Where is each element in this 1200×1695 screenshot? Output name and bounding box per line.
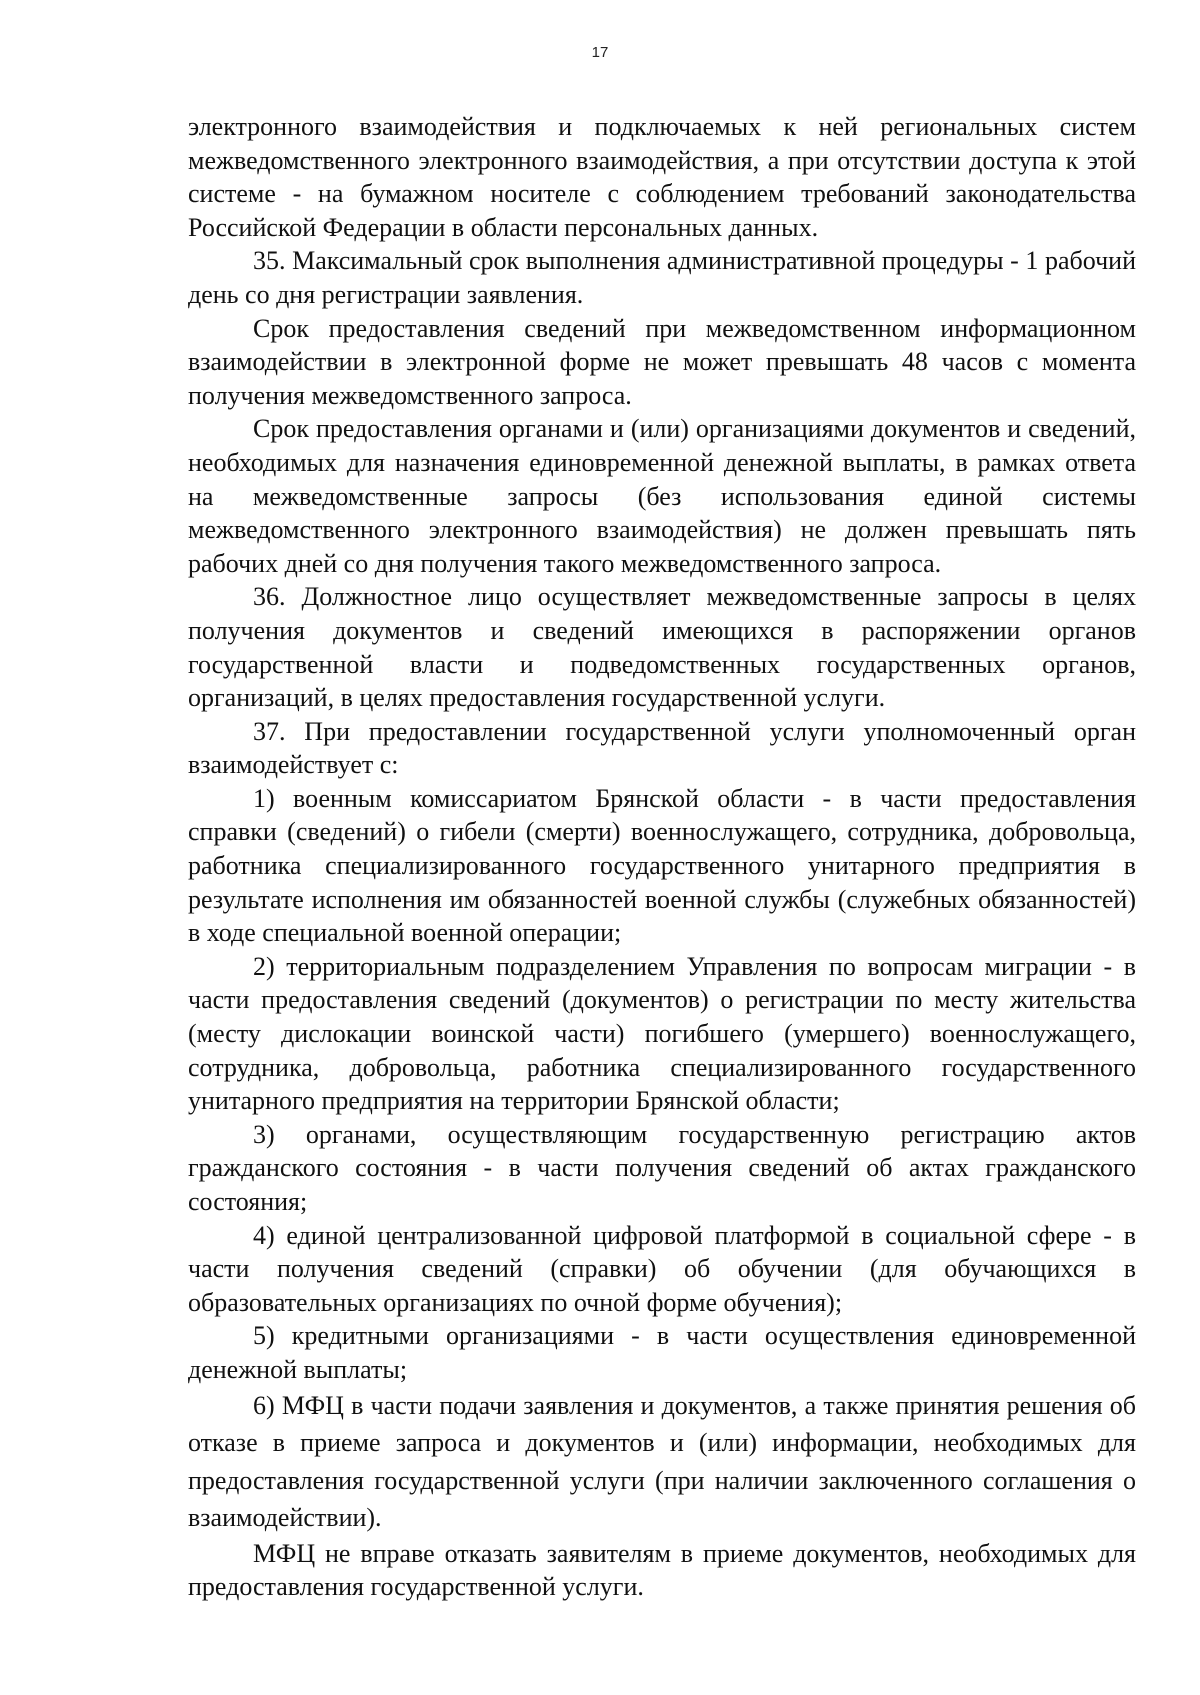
paragraph-36: 36. Должностное лицо осуществляет межведомственные запросы в целях получения документов и сведений имеющихся в распоряжении органов государственной власти и подведомственных государственных органов, организаций, в целях предоставления государственной услуги. <box>188 582 1136 713</box>
list-item-4: 4) единой централизованной цифровой платформой в социальной сфере - в части получения сведений (справки) об обучении (для обучающихся в образовательных организациях по очной форме обучения); <box>188 1220 1136 1317</box>
page-number: 17 <box>591 44 609 61</box>
paragraph-mfc-refusal: МФЦ не вправе отказать заявителям в приеме документов, необходимых для предоставления государственной услуги. <box>188 1538 1136 1602</box>
paragraph-35: 35. Максимальный срок выполнения административной процедуры - 1 рабочий день со дня регистрации заявления. <box>188 246 1136 309</box>
list-item-3: 3) органами, осуществляющим государственную регистрацию актов гражданского состояния - в части получения сведений об актах гражданского состояния; <box>188 1119 1136 1216</box>
list-item-2: 2) территориальным подразделением Управления по вопросам миграции - в части предоставления сведений (документов) о регистрации по месту жительства (месту дислокации воинской части) погибшего (умершего) военнослужащего, сотрудника, добровольца, работника специализированного государственного унитарного предприятия на территории Брянской области; <box>188 951 1136 1116</box>
list-item-6: 6) МФЦ в части подачи заявления и документов, а также принятия решения об отказе в приеме запроса и документов и (или) информации, необходимых для предоставления государственной услуги (при наличии заключенного соглашения о взаимодействии). <box>188 1390 1136 1533</box>
paragraph-term-five-days: Срок предоставления органами и (или) организациями документов и сведений, необходимых для назначения единовременной денежной выплаты, в рамках ответа на межведомственные запросы (без использования единой системы межведомственного электронного взаимодействия) не должен превышать пять рабочих дней со дня получения такого межведомственного запроса. <box>188 414 1136 578</box>
document-body <box>188 110 1136 1604</box>
list-item-5: 5) кредитными организациями - в части осуществления единовременной денежной выплаты; <box>188 1321 1136 1384</box>
list-item-1: 1) военным комиссариатом Брянской области - в части предоставления справки (сведений) о гибели (смерти) военнослужащего, сотрудника, добровольца, работника специализированного государственного унитарного предприятия в результате исполнения им обязанностей военной службы (служебных обязанностей) в ходе специальной военной операции; <box>188 783 1136 948</box>
paragraph-37: 37. При предоставлении государственной услуги уполномоченный орган взаимодействует с: <box>188 716 1136 780</box>
paragraph-continuation: электронного взаимодействия и подключаемых к ней региональных систем межведомственного электронного взаимодействия, а при отсутствии доступа к этой системе - на бумажном носителе с соблюдением требований законодательства Российской Федерации в области персональных данных. <box>188 112 1136 242</box>
paragraph-term-48-hours: Срок предоставления сведений при межведомственном информационном взаимодействии в электронной форме не может превышать 48 часов с момента получения межведомственного запроса. <box>188 313 1136 410</box>
